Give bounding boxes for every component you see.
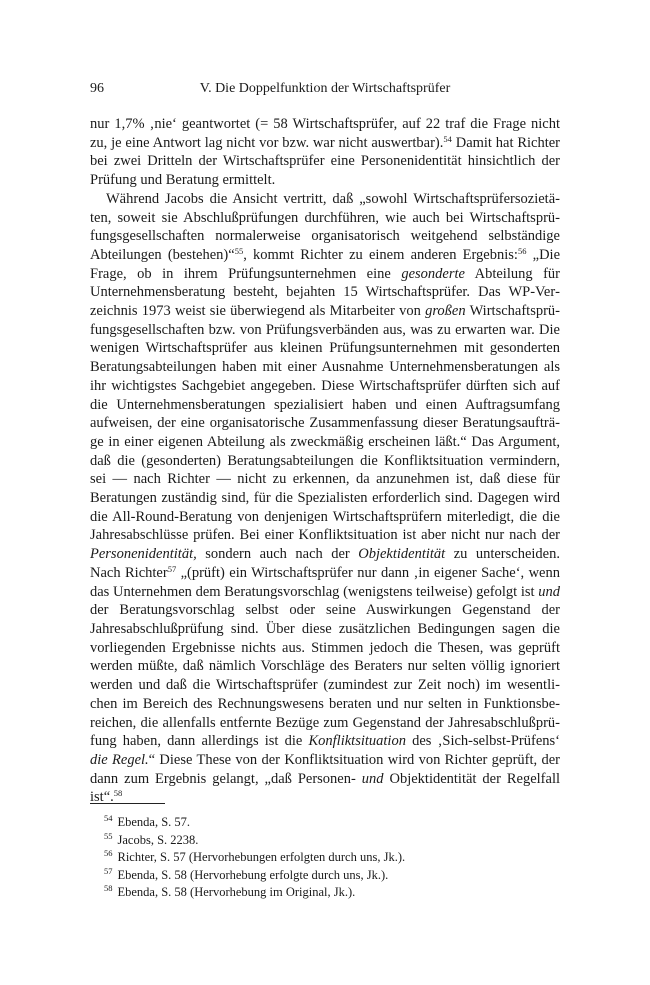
text-run: “ Diese These von der Konfliktsituation wird von Richter geprüft, der dann zum Ergebnis gelangt, „daß Personen- (90, 751, 560, 787)
footnote (90, 867, 560, 885)
text-run: , kommt Richter zu einem anderen Ergebnis: (243, 246, 518, 263)
text-run: zu unterscheiden. Nach Richter (90, 546, 560, 581)
emphasis: und (538, 583, 560, 600)
footnotes (90, 814, 560, 902)
paragraph (90, 115, 560, 190)
text-run: sondern auch nach der (196, 546, 359, 563)
emphasis: gesonderte (401, 265, 465, 282)
footnote (90, 832, 560, 850)
body-text (90, 115, 560, 807)
footnote-mark: 57 (104, 865, 113, 876)
footnote-ref: 58 (113, 788, 123, 799)
text-run: „(prüft) ein Wirtschaftsprüfer nur dann ‚in eigener Sache‘, wenn das Unternehmen dem Beratungsvorschlag (wenigstens teilweise) gefolgt ist (90, 564, 560, 600)
footnote (90, 884, 560, 902)
footnote-ref: 55 (234, 245, 244, 256)
footnote-mark: 56 (104, 848, 113, 858)
text-run: Während Jacobs die Ansicht vertritt, daß „sowohl Wirtschaftsprüfersozietäten, soweit sie Abschlußprüfungen durchführen, wie auch bei Wirtschaftsprüfungsgesellschaften normalerweise organisatorisch weitgehend selbständige Abteilungen (bestehen)“ (90, 190, 560, 263)
emphasis: Objektidentität (358, 546, 446, 563)
emphasis: Konfliktsituation (308, 733, 406, 750)
emphasis: die Regel. (90, 751, 149, 768)
footnote-text: Ebenda, S. 58 (Hervorhebung erfolgte durch uns, Jk.). (117, 867, 389, 882)
text-run: Damit hat Richter bei zwei Dritteln der Wirtschaftsprüfer eine Personenidentität hinsichtlich der Prüfung und Beratung ermittelt. (90, 134, 561, 189)
footnote (90, 814, 560, 832)
emphasis: und (361, 770, 384, 787)
footnote-mark: 55 (104, 830, 113, 841)
footnote-separator (90, 803, 165, 804)
text-run: nur 1,7% ‚nie‘ geantwortet (= 58 Wirtschaftsprüfer, auf 22 traf die Frage nicht zu, je eine Antwort lag nicht vor bzw. war nicht auswertbar). (90, 116, 560, 151)
footnote-ref: 57 (167, 563, 177, 574)
running-title: V. Die Doppelfunktion der Wirtschaftsprüfer (199, 81, 451, 96)
footnote-text: Ebenda, S. 57. (117, 815, 191, 829)
text-run: der Beratungsvorschlag selbst oder seine Auswirkungen Gegenstand der Jahresabschlußprüfung sind. Über diese zusätzlichen Bedingungen sagen die vorliegenden Ergebnisse nichts aus. Stimmen jedoch die Thesen, was geprüft werden müßte, daß nämlich Vorschläge des Beraters nur selten völlig ignoriert werden und daß die Wirtschaftsprüfer (zumindest zur Zeit noch) im wesentlichen im Bereich des Rechnungswesens beraten und nur selten in Funktionsbereichen, die allenfalls entfernte Bezüge zum Gegenstand der Jahresabschlußprüfung haben, dann allerdings ist die (90, 602, 560, 750)
text-run: Abteilung für Unternehmensberatung besteht, bejahten 15 Wirtschaftsprüfer. Das WP-Verzeichnis 1973 weist sie überwiegend als Mitarbeiter von (90, 265, 560, 320)
footnote-text: Richter, S. 57 (Hervorhebungen erfolgten durch uns, Jk.). (117, 850, 406, 864)
footnote-text: Jacobs, S. 2238. (117, 832, 199, 847)
footnote-mark: 58 (104, 883, 113, 893)
text-run: Wirtschaftsprüfungsgesellschaften bzw. von Prüfungsverbänden aus, was zu erwarten war. Die wenigen Wirtschaftsprüfer aus kleinen Prüfungsunternehmen mit gesonderten Beratungsabteilungen haben mit einer Ausnahme Unternehmensberatungen als ihr wichtigstes Sachgebiet angegeben. Diese Wirtschaftsprüfer dürften sich auf die Unternehmensberatungen spezialisiert haben und einen Auftragsumfang aufweisen, der eine organisatorische Zusammenfassung dieser Beratungsaufträge in einer eigenen Abteilung als zweckmäßig erscheinen läßt.“ Das Argument, daß die (gesonderten) Beratungsabteilungen die Konfliktsituation vermindern, sei — nach Richter — nicht zu erkennen, da anzunehmen ist, daß diese für Beratungen zuständig sind, für die Spezialisten erforderlich sind. Dagegen wird die All-Round-Beratung von denjenigen Wirtschaftsprüfern miterledigt, die die Jahresabschlüsse prüfen. Bei einer Konfliktsituation ist aber nicht nur nach der (90, 303, 561, 544)
footnote-ref: 56 (517, 245, 527, 256)
footnote (90, 849, 560, 867)
text-run: Objektidentität der Regelfall ist“. (90, 770, 561, 806)
footnote-mark: 54 (104, 813, 113, 823)
text-run: „Die Frage, ob in ihrem Prüfungsunternehmen eine (90, 246, 561, 282)
paragraph (90, 190, 560, 807)
text-run: des ‚Sich-selbst-Prüfens‘ (405, 733, 560, 750)
page-number: 96 (90, 81, 104, 96)
emphasis: großen (425, 303, 466, 320)
emphasis: Personenidentität, (90, 546, 197, 563)
footnote-ref: 54 (443, 133, 452, 144)
footnote-text: Ebenda, S. 58 (Hervorhebung im Original, Jk.). (117, 885, 356, 899)
